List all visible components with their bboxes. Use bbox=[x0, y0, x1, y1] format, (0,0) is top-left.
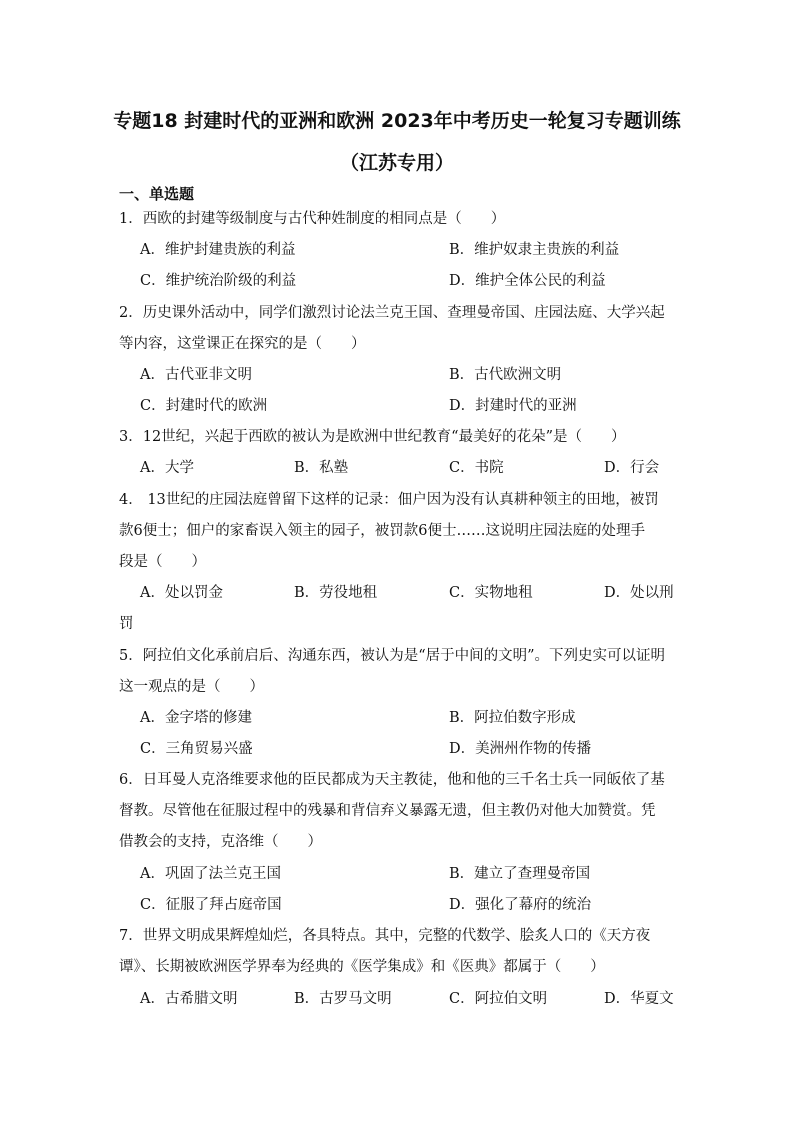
question-5-option-d[interactable]: D．美洲州作物的传播 bbox=[449, 741, 592, 757]
question-6-stem-line-1: 6．日耳曼人克洛维要求他的臣民都成为天主教徒，他和他的三千名士兵一同皈依了基 bbox=[119, 772, 665, 788]
question-4-option-b[interactable]: B．劳役地租 bbox=[294, 585, 378, 601]
question-6-stem-line-2: 督教。尽管他在征服过程中的残暴和背信弃义暴露无遗，但主教仍对他大加赞赏。凭 bbox=[119, 803, 656, 819]
section-heading: 一、单选题 bbox=[119, 185, 195, 203]
question-4-stem-line-2: 款6便士；佃户的家畜误入领主的园子，被罚款6便士……这说明庄园法庭的处理手 bbox=[119, 523, 645, 539]
question-1-stem: 1．西欧的封建等级制度与古代种姓制度的相同点是（ ） bbox=[119, 211, 506, 227]
document-title: 专题18 封建时代的亚洲和欧洲 2023年中考历史一轮复习专题训练 bbox=[113, 110, 681, 132]
question-6-option-b[interactable]: B．建立了查理曼帝国 bbox=[449, 866, 591, 882]
question-4-option-d-wrap: 罚 bbox=[119, 616, 134, 632]
question-4-stem-line-1: 4． 13世纪的庄园法庭曾留下这样的记录：佃户因为没有认真耕种领主的田地，被罚 bbox=[119, 492, 659, 508]
question-1-option-d[interactable]: D．维护全体公民的利益 bbox=[449, 273, 606, 289]
question-7-option-c[interactable]: C．阿拉伯文明 bbox=[449, 991, 548, 1007]
question-7-option-d[interactable]: D．华夏文 bbox=[604, 991, 674, 1007]
question-2-stem-line-2: 等内容，这堂课正在探究的是（ ） bbox=[119, 336, 366, 352]
question-3-option-b[interactable]: B．私塾 bbox=[294, 460, 349, 476]
question-5-option-b[interactable]: B．阿拉伯数字形成 bbox=[449, 710, 576, 726]
question-1-option-a[interactable]: A．维护封建贵族的利益 bbox=[140, 242, 296, 258]
document-subtitle: （江苏专用） bbox=[339, 152, 454, 174]
question-4-option-c[interactable]: C．实物地租 bbox=[449, 585, 533, 601]
question-7-stem-line-1: 7．世界文明成果辉煌灿烂，各具特点。其中，完整的代数学、脍炙人口的《天方夜 bbox=[119, 928, 651, 944]
question-3-stem: 3．12世纪，兴起于西欧的被认为是欧洲中世纪教育“最美好的花朵”是（ ） bbox=[119, 429, 626, 445]
question-3-option-d[interactable]: D．行会 bbox=[604, 460, 660, 476]
question-6-option-d[interactable]: D．强化了幕府的统治 bbox=[449, 897, 592, 913]
question-1-option-b[interactable]: B．维护奴隶主贵族的利益 bbox=[449, 242, 620, 258]
question-4-option-d[interactable]: D．处以刑 bbox=[604, 585, 674, 601]
question-4-option-a[interactable]: A．处以罚金 bbox=[140, 585, 223, 601]
question-5-option-a[interactable]: A．金字塔的修建 bbox=[140, 710, 252, 726]
question-2-option-b[interactable]: B．古代欧洲文明 bbox=[449, 367, 562, 383]
question-1-option-c[interactable]: C．维护统治阶级的利益 bbox=[140, 273, 297, 289]
question-6-option-c[interactable]: C．征服了拜占庭帝国 bbox=[140, 897, 282, 913]
question-4-stem-line-3: 段是（ ） bbox=[119, 554, 206, 570]
question-7-option-b[interactable]: B．古罗马文明 bbox=[294, 991, 392, 1007]
question-6-option-a[interactable]: A．巩固了法兰克王国 bbox=[140, 866, 281, 882]
question-3-option-a[interactable]: A．大学 bbox=[140, 460, 194, 476]
question-2-option-a[interactable]: A．古代亚非文明 bbox=[140, 367, 252, 383]
question-5-stem-line-1: 5．阿拉伯文化承前启后、沟通东西，被认为是“居于中间的文明”。下列史实可以证明 bbox=[119, 648, 666, 664]
question-5-option-c[interactable]: C．三角贸易兴盛 bbox=[140, 741, 253, 757]
question-6-stem-line-3: 借教会的支持，克洛维（ ） bbox=[119, 834, 322, 850]
question-3-option-c[interactable]: C．书院 bbox=[449, 460, 504, 476]
question-2-option-d[interactable]: D．封建时代的亚洲 bbox=[449, 398, 577, 414]
question-2-option-c[interactable]: C．封建时代的欧洲 bbox=[140, 398, 268, 414]
question-7-option-a[interactable]: A．古希腊文明 bbox=[140, 991, 238, 1007]
question-2-stem-line-1: 2．历史课外活动中，同学们激烈讨论法兰克王国、查理曼帝国、庄园法庭、大学兴起 bbox=[119, 305, 665, 321]
question-5-stem-line-2: 这一观点的是（ ） bbox=[119, 679, 264, 695]
question-7-stem-line-2: 谭》、长期被欧洲医学界奉为经典的《医学集成》和《医典》都属于（ ） bbox=[119, 959, 605, 975]
